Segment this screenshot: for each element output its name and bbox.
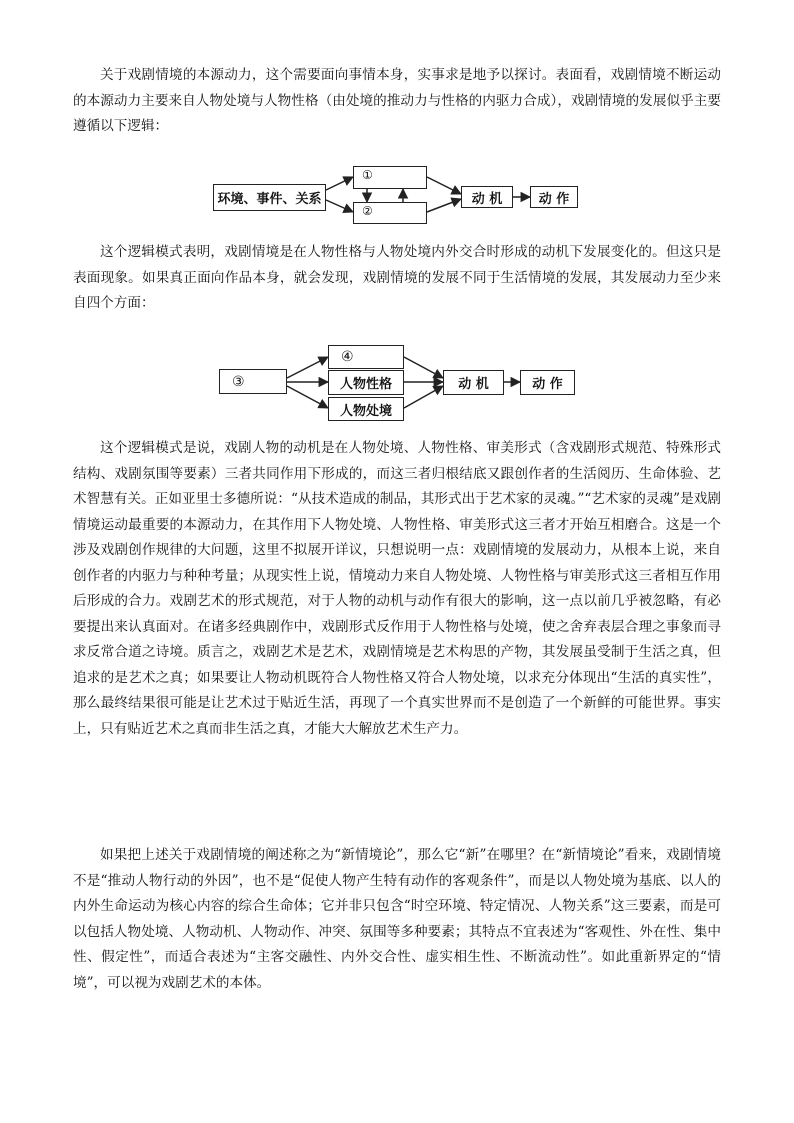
arrow-d2-slot4-to-motive <box>404 357 443 378</box>
box-d2-character: 人物性格 <box>328 370 404 395</box>
arrow-d2-source-to-situation <box>287 386 328 408</box>
arrow-source-to-slot2 <box>326 200 353 212</box>
paragraph-1: 关于戏剧情境的本源动力，这个需要面向事情本身，实事求是地予以探讨。表面看，戏剧情境不断运动的本源动力主要来自人物处境与人物性格（由处境的推动力与性格的内驱力合成），戏剧情境的发展似乎主要遵循以下逻辑： <box>73 67 721 134</box>
box-d2-source: ③ <box>219 369 287 394</box>
box-d2-motive: 动 机 <box>443 370 504 395</box>
arrow-slot2-to-motive <box>427 199 461 212</box>
arrow-d2-source-to-slot4 <box>287 357 328 378</box>
arrow-source-to-slot1 <box>326 177 353 190</box>
box-d2-situation: 人物处境 <box>328 397 404 421</box>
arrow-d2-situation-to-motive <box>404 386 443 408</box>
box-d2-slot-4: ④ <box>328 345 404 369</box>
box-action: 动 作 <box>530 186 578 208</box>
box-slot-2: ② <box>353 202 427 224</box>
box-d2-action: 动 作 <box>520 370 575 395</box>
box-slot-1: ① <box>353 166 427 189</box>
paragraph-3: 这个逻辑模式是说，戏剧人物的动机是在人物处境、人物性格、审美形式（含戏剧形式规范、特殊形式结构、戏剧氛围等要素）三者共同作用下形成的，而这三者归根结底又跟创作者的生活阅历、生命体验、艺术智慧有关。正如亚里士多德所说：“从技术造成的制品，其形式出于艺术家的灵魂。”“艺术家的灵魂”是戏剧情境运动最重要的本源动力，在其作用下人物处境、人物性格、审美形式这三者才开始互相磨合。这是一个涉及戏剧创作规律的大问题，这里不拟展开详议，只想说明一点：戏剧情境的发展动力，从根本上说，来自创作者的内驱力与种种考量；从现实性上说，情境动力来自人物处境、人物性格与审美形式这三者相互作用后形成的合力。戏剧艺术的形式规范，对于人物的动机与动作有很大的影响，这一点以前几乎被忽略，有必要提出来认真面对。在诸多经典剧作中，戏剧形式反作用于人物性格与处境，使之舍弃表层合理之事象而寻求反常合道之诗境。质言之，戏剧艺术是艺术，戏剧情境是艺术构思的产物，其发展虽受制于生活之真，但追求的是艺术之真；如果要让人物动机既符合人物性格又符合人物处境，以求充分体现出“生活的真实性”，那么最终结果很可能是让艺术过于贴近生活，再现了一个真实世界而不是创造了一个新鲜的可能世界。事实上，只有贴近艺术之真而非生活之真，才能大大解放艺术生产力。 <box>73 440 721 737</box>
box-source: 环境、事件、关系 <box>213 184 326 211</box>
paragraph-2: 这个逻辑模式表明，戏剧情境是在人物性格与人物处境内外交合时形成的动机下发展变化的。但这只是表面现象。如果真正面向作品本身，就会发现，戏剧情境的发展不同于生活情境的发展，其发展动力至少来自四个方面： <box>73 244 721 311</box>
box-motive: 动 机 <box>461 186 513 208</box>
arrow-slot1-to-motive <box>427 177 461 194</box>
paragraph-4: 如果把上述关于戏剧情境的阐述称之为“新情境论”，那么它“新”在哪里？在“新情境论”看来，戏剧情境不是“推动人物行动的外因”，也不是“促使人物产生特有动作的客观条件”，而是以人物处境为基底、以人的内外生命运动为核心内容的综合生命体；它并非只包含“时空环境、特定情况、人物关系”这三要素，而是可以包括人物处境、人物动机、人物动作、冲突、氛围等多种要素；其特点不宜表述为“客观性、外在性、集中性、假定性”，而适合表述为“主客交融性、内外交合性、虚实相生性、不断流动性”。如此重新界定的“情境”，可以视为戏剧艺术的本体。 <box>73 847 721 991</box>
